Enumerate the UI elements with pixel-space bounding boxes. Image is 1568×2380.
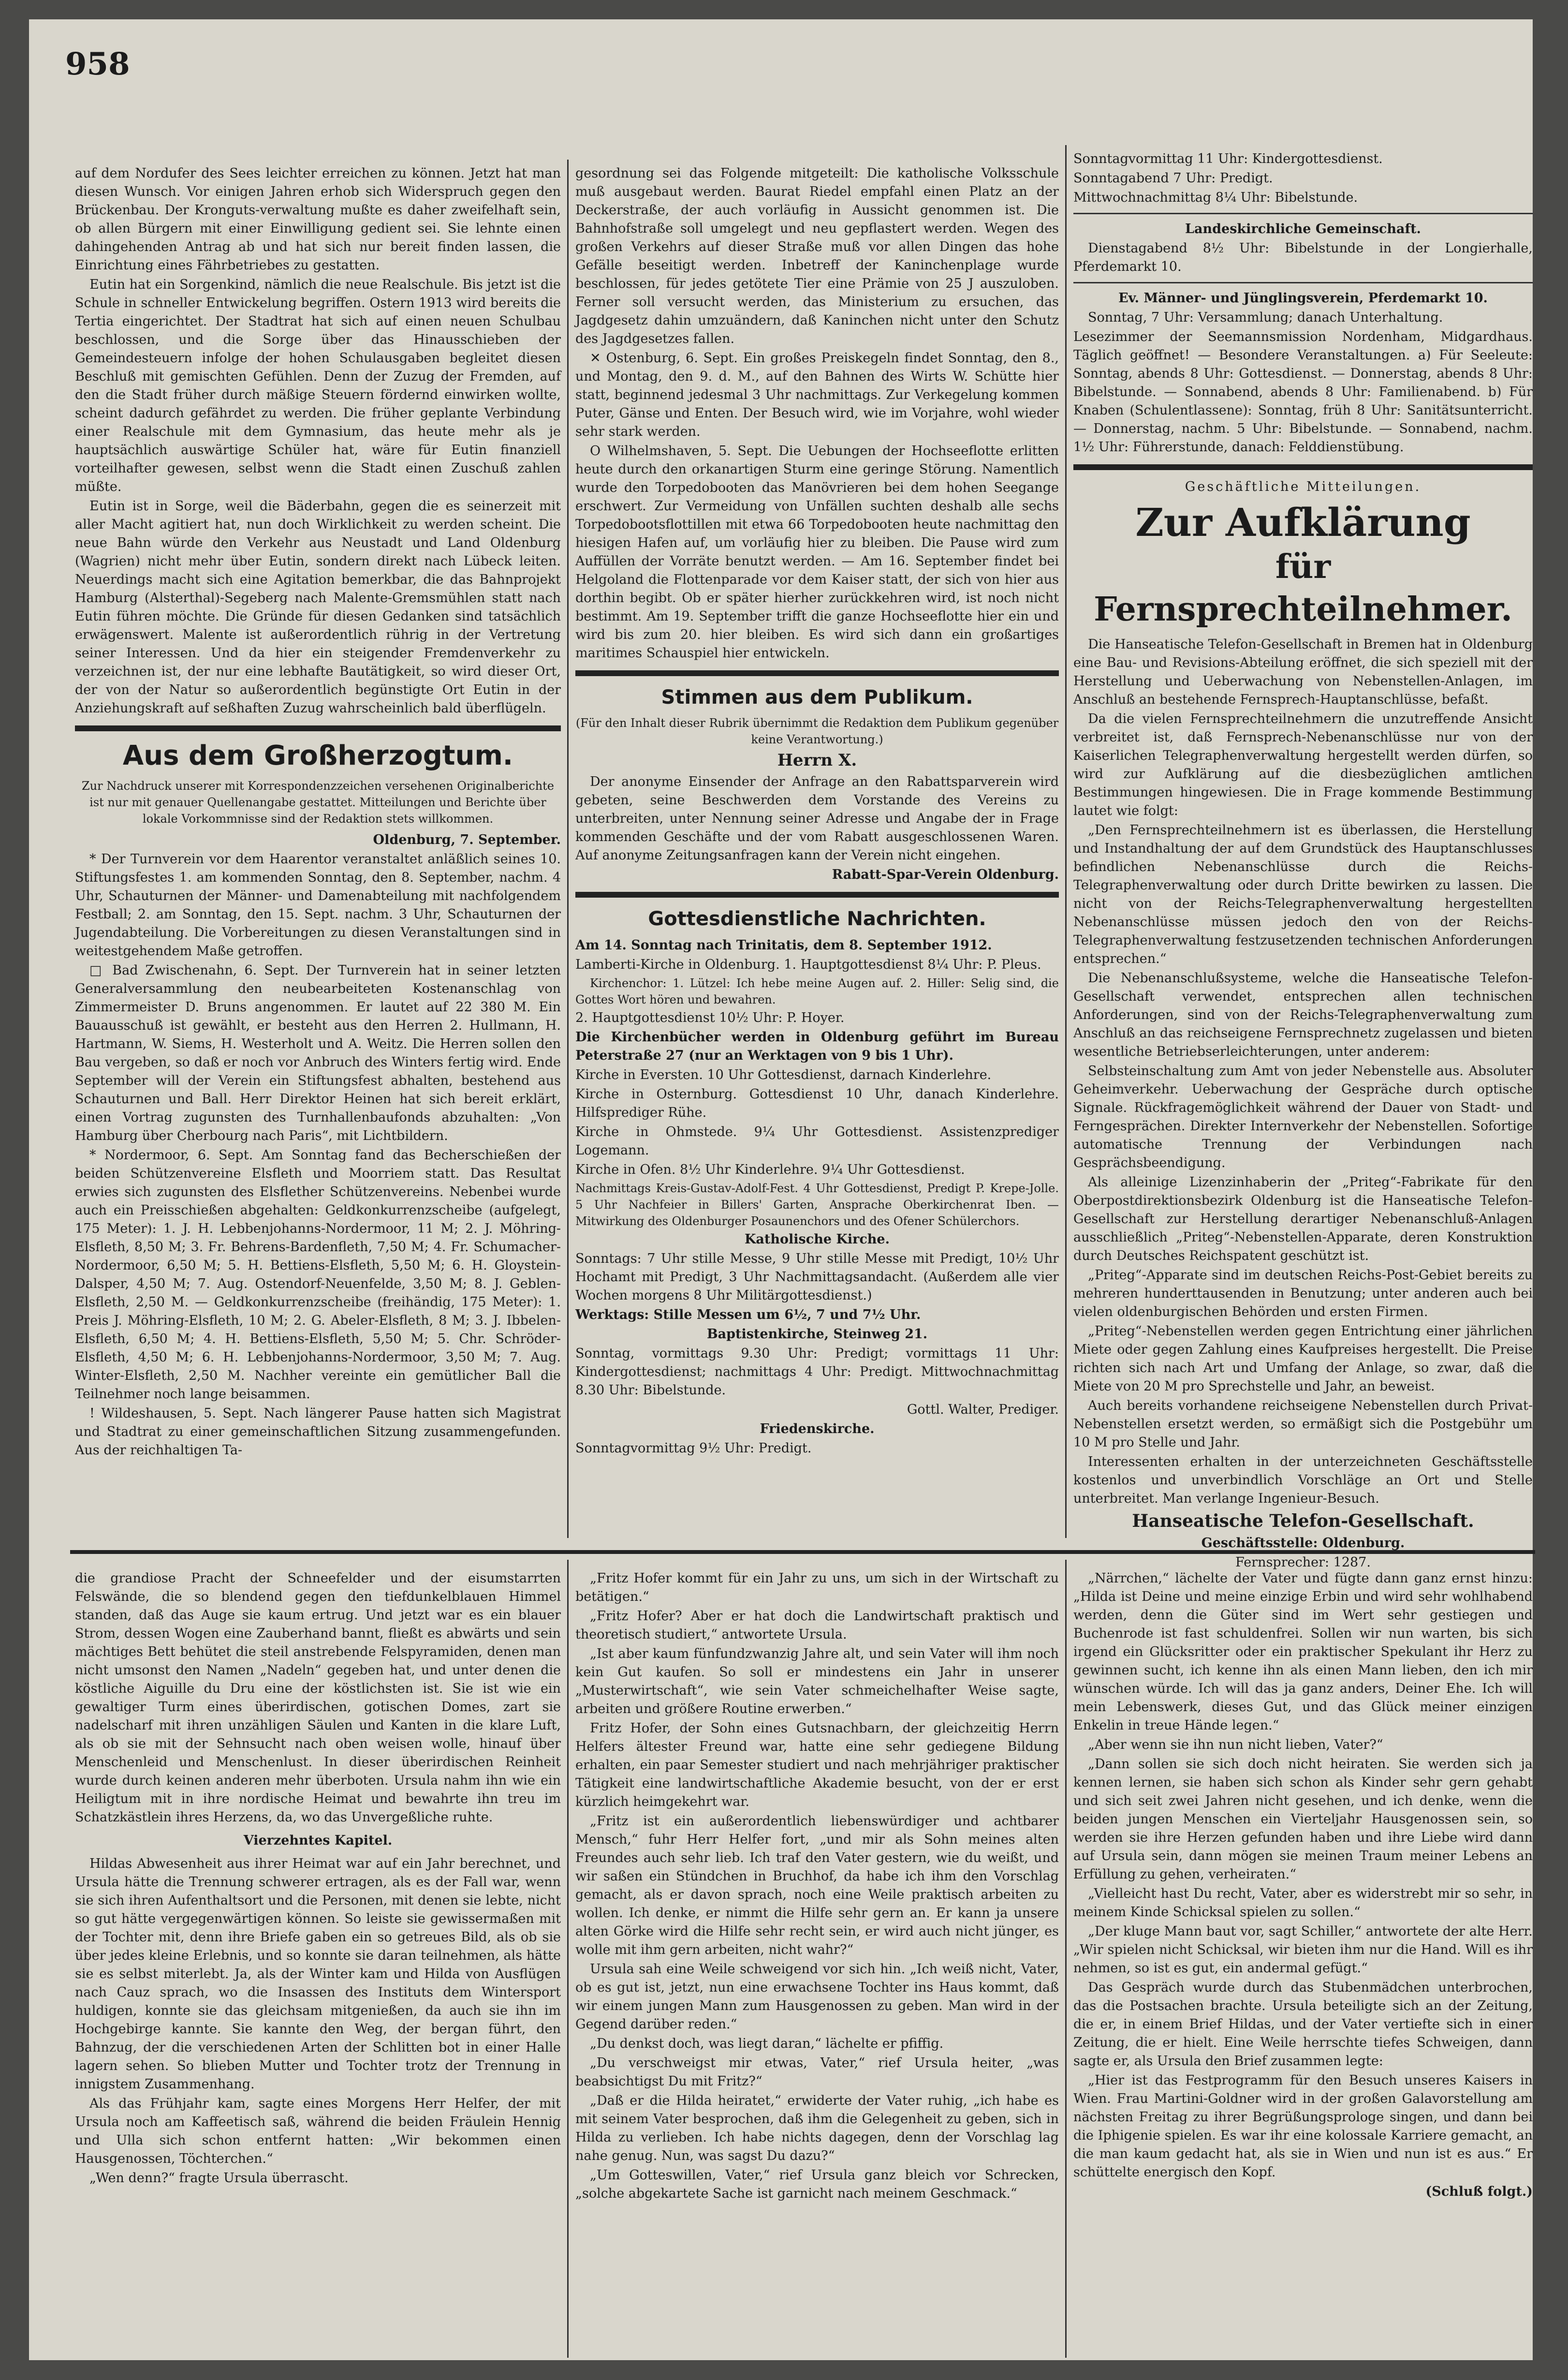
col2-paragraph-1: gesordnung sei das Folgende mitgeteilt: Die katholische Volksschule muß ausgebaut werden. Baurat Riedel empfahl einen Platz an der Deckerstraße, der auch vorläufig in Aussicht genommen ist. Die Bahnhofstraße soll umgelegt und neu gepflastert werden. Wegen des großen Verkehrs auf dieser Straße muß vor allen Dingen das hohe Gefälle beseitigt werden. Inbetreff der Kaninchenplage wurde beschlossen, für jedes getötete Tier eine Prämie von 25 J auszuloben. Ferner soll versucht werden, das Ministerium zu ersuchen, das Jagdgesetz dahin umzuändern, daß Kaninchen nicht unter den Schutz des Jagdgesetzes fallen. xyxy=(575,166,1059,346)
section-divider xyxy=(575,670,1059,676)
col3-line-2: Sonntagabend 7 Uhr: Predigt. xyxy=(1073,171,1273,186)
story-paragraph: „Fritz Hofer kommt für ein Jahr zu uns, um sich in der Wirtschaft zu betätigen.“ xyxy=(575,1571,1059,1604)
column-3 xyxy=(1073,150,1533,1570)
dateline: Oldenburg, 7. September. xyxy=(373,832,561,847)
story-paragraph: „Du denkst doch, was liegt daran,“ lächelte er pfiffig. xyxy=(590,2036,944,2051)
story-paragraph: „Fritz Hofer? Aber er hat doch die Landwirtschaft praktisch und theoretisch studiert,“ antwortete Ursula. xyxy=(575,1609,1059,1642)
ad-paragraph-1: Die Hanseatische Telefon-Gesellschaft in Bremen hat in Oldenburg eine Bau- und Revisions-Abteilung eröffnet, die sich speziell mit der Herstellung und Ueberwachung von Nebenstellen-Anlagen, im Anschluß an bestehende Fernsprech-Hauptanschlüsse, befaßt. xyxy=(1073,637,1533,707)
column-2 xyxy=(575,164,1059,1538)
story-paragraph: „Der kluge Mann baut vor, sagt Schiller,“ antwortete der alte Herr. „Wir spielen nicht Schicksal, wir bieten ihm nur die Hand. Will es ihr nehmen, so ist es gut, ein andermal gefügt.“ xyxy=(1073,1924,1533,1976)
col1-paragraph-2: Eutin hat ein Sorgenkind, nämlich die neue Realschule. Bis jetzt ist die Schule in schneller Entwickelung begriffen. Ostern 1913 wird bereits die Tertia eingerichtet. Der Stadtrat hat sich auf einen neuen Schulbau beschlossen, und die Sorge über das Hinausschieben der Gemeindesteuern infolge der hohen Schulausgaben begleitet diesen Beschluß mit gemischten Gefühlen. Denn der Zuzug der Fremden, auf den die Stadt früher durch mäßige Steuern fördernd einwirken wollte, scheint dadurch gefährdet zu werden. Die früher geplante Verbindung einer Realschule mit dem Gymnasium, das heute mehr als je hauptsächlich auswärtige Schüler hat, wäre für Eutin finanziell vorteilhafter gewesen, selbst wenn die Stadt einen Zuschuß zahlen müßte. xyxy=(75,277,561,494)
story-paragraph: „Aber wenn sie ihn nun nicht lieben, Vater?“ xyxy=(1088,1737,1383,1752)
story-paragraph: „Um Gotteswillen, Vater,“ rief Ursula ganz bleich vor Schrecken, „solche abgekartete Sache ist garnicht nach meinem Geschmack.“ xyxy=(575,2168,1059,2201)
column-rule-2 xyxy=(1065,145,1067,1538)
story-paragraph: „Wen denn?“ fragte Ursula überrascht. xyxy=(89,2171,349,2186)
section-divider xyxy=(1073,464,1533,470)
gottes-item-5: Kirche in Eversten. 10 Uhr Gottesdienst, darnach Kinderlehre. xyxy=(575,1067,992,1082)
stimmen-disclaimer: (Für den Inhalt dieser Rubrik übernimmt die Redaktion dem Publikum gegenüber keine Verantwortung.) xyxy=(575,716,1059,746)
stimmen-signature: Rabatt-Spar-Verein Oldenburg. xyxy=(832,867,1059,882)
ad-paragraph-10: Interessenten erhalten in der unterzeichneten Geschäftsstelle kostenlos und unverbindlich Vorschläge an Ort und Stelle unterbreitet. Man verlange Ingenieur-Besuch. xyxy=(1073,1454,1533,1506)
story-paragraph: „Närrchen,“ lächelte der Vater und fügte dann ganz ernst hinzu: „Hilda ist Deine und meine einzige Erbin und wird sehr wohlhabend werden, denn die Güter sind im Wert sehr gestiegen und Buchenrode ist fast schuldenfrei. Sollen wir nun warten, bis sich irgend ein Glücksritter oder ein praktischer Spekulant ihr Herz zu gewinnen sucht, ich kenne ihn als einen Mann lieben, den ich mir wünschen würde. Ich will das ja ganz anders, Deiner Ehe. Ich will mein Lebenswerk, dieses Gut, und das Glück meiner einzigen Enkelin in treue Hände legen.“ xyxy=(1073,1571,1533,1733)
to-be-concluded: (Schluß folgt.) xyxy=(1425,2184,1533,2199)
ad-paragraph-7: „Priteg“-Apparate sind im deutschen Reichs-Post-Gebiet bereits zu mehreren hunderttausenden in Benutzung; unter anderen auch bei vielen oldenburgischen Behörden und ersten Firmen. xyxy=(1073,1268,1533,1319)
ad-office: Geschäftsstelle: Oldenburg. xyxy=(1201,1536,1405,1551)
news-item-turnverein: * Der Turnverein vor dem Haarentor veranstaltet anläßlich seines 10. Stiftungsfestes 1. am kommenden Sonntag, den 8. September, nachm. 4 Uhr, Schauturnen der Männer- und Damenabteilung mit nachfolgendem Festball; 2. am Sonntag, den 15. Sept. nachm. 3 Uhr, Schauturnen der Jugendabteilung. Die Vorbereitungen zu diesen Veranstaltungen sind in weitestgehendem Maße getroffen. xyxy=(75,852,561,959)
gottes-item-13: Baptistenkirche, Steinweg 21. xyxy=(706,1327,928,1342)
stimmen-addressee: Herrn X. xyxy=(777,751,857,770)
gottes-item-11: Sonntags: 7 Uhr stille Messe, 9 Uhr stille Messe mit Predigt, 10½ Uhr Hochamt mit Predigt, 3 Uhr Nachmittagsandacht. (Außerdem alle vier Wochen morgens 8 Uhr Militärgottesdienst.) xyxy=(575,1251,1059,1303)
col3-line-3: Mittwochnachmittag 8¼ Uhr: Bibelstunde. xyxy=(1073,190,1358,205)
reprint-notice: Zur Nachdruck unserer mit Korrespondenzzeichen versehenen Originalberichte ist nur mit genauer Quellenangabe gestattet. Mitteilungen und Berichte über lokale Vorkommnisse sind der Redaktion stets willkommen. xyxy=(81,779,555,826)
section-heading-gottesdienst: Gottesdienstliche Nachrichten. xyxy=(648,908,986,930)
seemannsmission-body: Lesezimmer der Seemannsmission Nordenham, Midgardhaus. Täglich geöffnet! — Besondere Veranstaltungen. a) Für Seeleute: Sonntag, abends 8 Uhr: Gottesdienst. — Donnerstag, abends 8 Uhr: Bibelstunde. — Sonnabend, abends 8 Uhr: Familienabend. b) Für Knaben (Schulentlassene): Sonntag, früh 8 Uhr: Sanitätsunterricht. — Donnerstag, nachm. 5 Uhr: Bibelstunde. — Sonnabend, nachm. 1½ Uhr: Führerstunde, danach: Felddienstübung. xyxy=(1073,329,1533,455)
gottes-item-1: Lamberti-Kirche in Oldenburg. 1. Hauptgottesdienst 8¼ Uhr: P. Pleus. xyxy=(575,957,1041,972)
ad-company: Hanseatische Telefon-Gesellschaft. xyxy=(1132,1511,1474,1531)
gottes-item-12: Werktags: Stille Messen um 6½, 7 und 7½ Uhr. xyxy=(575,1307,921,1322)
ad-headline-line-2: für Fernsprechteilnehmer. xyxy=(1094,547,1512,629)
section-divider xyxy=(575,892,1059,898)
gottes-item-15: Gottl. Walter, Prediger. xyxy=(907,1402,1059,1417)
news-item-zwischenahn: □ Bad Zwischenahn, 6. Sept. Der Turnverein hat in seiner letzten Generalversammlung den neubearbeiteten Kostenanschlag von Zimmermeister D. Bruns angenommen. Er lautet auf 22 380 M. Ein Bauausschuß ist gewählt, er besteht aus den Herren 2. Hullmann, H. Hartmann, W. Siems, H. Westerholt und A. Weitz. Die Herren sollen den Bau vergeben, so daß er noch vor Anbruch des Winters fertig wird. Ende September will der Verein ein Stiftungsfest abhalten, bestehend aus Schauturnen und Ball. Herr Direktor Heinen hat sich bereit erklärt, einen Vortrag zugunsten des Turnhallenbaufonds abzuhalten: „Von Hamburg über Cherbourg nach Paris“, mit Lichtbildern. xyxy=(75,963,561,1143)
gottes-item-16: Friedenskirche. xyxy=(760,1421,875,1436)
gottes-item-4: Die Kirchenbücher werden in Oldenburg geführt im Bureau Peterstraße 27 (nur an Werktagen von 9 bis 1 Uhr). xyxy=(575,1030,1059,1063)
stimmen-body: Der anonyme Einsender der Anfrage an den Rabattsparverein wird gebeten, seine Beschwerden dem Vorstande des Vereins zu unterbreiten, unter Nennung seiner Adresse und Angabe der in Frage kommenden Geschäfte und der vom Rabatt ausgeschlossenen Waren. Auf anonyme Zeitungsanfragen kann der Verein nicht eingehen. xyxy=(575,774,1059,863)
chapter-heading: Vierzehntes Kapitel. xyxy=(243,1833,393,1848)
story-paragraph: Fritz Hofer, der Sohn eines Gutsnachbarn, der gleichzeitig Herrn Helfers ältester Freund war, hatte eine sehr gediegene Bildung erhalten, ein paar Semester studiert und nach mehrjähriger praktischer Tätigkeit eine landwirtschaftliche Akademie besucht, von der er erst kürzlich heimgekehrt war. xyxy=(575,1721,1059,1809)
story-paragraph: Hildas Abwesenheit aus ihrer Heimat war auf ein Jahr berechnet, und Ursula hätte die Trennung schwerer ertragen, als es der Fall war, wenn sie sich ihren Aufenthaltsort und die Personen, mit denen sie lebte, nicht so gut hätte vergegenwärtigen können. So leiste sie gewissermaßen mit der Tochter mit, denn ihre Briefe gaben ein so getreues Bild, als ob sie über jedes kleine Erlebnis, und so konnte sie daran teilnehmen, als hätte sie es selbst miterlebt. Ja, als der Winter kam und Hilda von Ausflügen nach Cauz sprach, wo die Insassen des Instituts dem Wintersport huldigen, konnte sie das gleichsam mitgenießen, da auch sie ihn im Hochgebirge kannte. Sie kannte den Weg, der bergan führt, den Bahnzug, der die verschiedenen Arten der Schlitten bot in einer Halle lagern sehen. So blieben Mutter und Tochter trotz der Trennung in innigstem Zusammenhang. xyxy=(75,1856,561,2092)
ad-paragraph-2: Da die vielen Fernsprechteilnehmern die unzutreffende Ansicht verbreitet ist, daß Fernsprech-Nebenanschlüsse nur von der Kaiserlichen Telegraphenverwaltung hergestellt werden dürfen, so wird zur Aufklärung auf die diesbezüglichen amtlichen Bestimmungen hingewiesen. Die in Frage kommende Bestimmung lautet wie folgt: xyxy=(1073,711,1533,818)
gottes-item-10: Katholische Kirche. xyxy=(744,1232,890,1247)
section-heading-grossherzogtum: Aus dem Großherzogtum. xyxy=(122,740,513,771)
ad-paragraph-9: Auch bereits vorhandene reichseigene Nebenstellen durch Privat-Nebenstellen ersetzt werden, so ermäßigt sich die Postgebühr um 10 M pro Stelle und Jahr. xyxy=(1073,1398,1533,1450)
news-item-wilhelmshaven: O Wilhelmshaven, 5. Sept. Die Uebungen der Hochseeflotte erlitten heute durch den orkanartigen Sturm eine geringe Störung. Namentlich wurde den Torpedobooten das Manövrieren bei dem hohen Seegange erschwert. Zur Vermeidung von Unfällen suchten deshalb alle sechs Torpedobootsflottillen mit etwa 66 Torpedobooten heute nachmittag den hiesigen Hafen auf, um vorläufig hier zu bleiben. Die Pause wird zum Auffüllen der Vorräte benutzt werden. — Am 16. September findet bei Helgoland die Flottenparade vor dem Kaiser statt, der sich von hier aus dorthin begibt. Ob er später hierher zurückkehren wird, ist noch nicht bestimmt. Am 19. September trifft die ganze Hochseeflotte hier ein und wird bis zum 20. hier bleiben. Es wird sich dann ein großartiges maritimes Schauspiel hier entwickeln. xyxy=(575,443,1059,661)
story-paragraph: Als das Frühjahr kam, sagte eines Morgens Herr Helfer, der mit Ursula noch am Kaffeetisch saß, während die beiden Fräulein Hennig und Ulla sich schon entfernt hatten: „Wir bekommen einen Hausgenossen, Töchterchen.“ xyxy=(75,2096,561,2166)
story-paragraph: „Ist aber kaum fünfundzwanzig Jahre alt, und sein Vater will ihm noch kein Gut kaufen. So soll er mindestens ein Jahr in unserer „Musterwirtschaft“, wie sein Vater schmeichelhafter Weise sagte, arbeiten und größere Routine erwerben.“ xyxy=(575,1646,1059,1716)
column-rule-4 xyxy=(1065,1560,1067,2358)
column-rule-1 xyxy=(567,160,569,1538)
news-item-ostenburg: ✕ Ostenburg, 6. Sept. Ein großes Preiskegeln findet Sonntag, den 8., und Montag, den 9. d. M., auf den Bahnen des Wirts W. Schütte hier statt, beginnend jedesmal 3 Uhr nachmittags. Zur Verkegelung kommen Puter, Gänse und Enten. Der Besuch wird, wie im Vorjahre, wohl wieder sehr stark werden. xyxy=(575,351,1059,439)
story-paragraph: „Hier ist das Festprogramm für den Besuch unseres Kaisers in Wien. Frau Martini-Goldner wird in der großen Galavorstellung am nächsten Freitag zu ihrer Begrüßungsprologe singen, und dann bei die Iphigenie spielen. Es war ihr eine kolossale Karriere gemacht, an die man kaum gedacht hat, als sie in Wien und nun ist es aus.“ Er schüttelte energisch den Kopf. xyxy=(1073,2073,1533,2180)
story-paragraph: Das Gespräch wurde durch das Stubenmädchen unterbrochen, das die Postsachen brachte. Ursula beteiligte sich an der Zeitung, die er, in einem Brief Hildas, und der Vater vertiefte sich in einer Zeitung, die er hielt. Eine Weile herrschte tiefes Schweigen, dann sagte er, als Ursula den Brief zusammen legte: xyxy=(1073,1980,1533,2069)
story-paragraph: die grandiose Pracht der Schneefelder und der eisumstarrten Felswände, die so blendend gegen den tiefdunkelblauen Himmel standen, daß das Auge sie kaum ertrug. Und jetzt war es ein blauer Strom, dessen Wogen eine Zauberhand bannt, fließt es abwärts und sein mächtiges Bett behütet die steil anstrebende Felspyramiden, denen man nicht umsonst den Namen „Nadeln“ gegeben hat, und unter denen die köstliche Aiguille du Dru eine der köstlichsten ist. Sie ist wie ein gewaltiger Turm eines überirdischen, gotischen Domes, zart sie nadelscharf mit ihren unzähligen Säulen und Kanten in die klare Luft, als ob sie mit der Sehnsucht nach oben weisen wolle, hinauf über Menschenleid und Menschenlust. In dieser überirdischen Reinheit wurde durch keinen anderen mehr überboten. Ursula nahm ihn wie ein Heiligtum mit in ihre nordische Heimat und bewahrte ihn treu im Schatzkästlein ihres Herzens, da, wo das Unvergeßliche ruhte. xyxy=(75,1571,561,1825)
col3-line-1: Sonntagvormittag 11 Uhr: Kindergottesdienst. xyxy=(1073,151,1383,166)
ad-paragraph-5: Selbsteinschaltung zum Amt von jeder Nebenstelle aus. Absoluter Geheimverkehr. Ueberwachung der Gespräche durch optische Signale. Rückfragemöglichkeit während der Dauer von Stadt- und Ferngesprächen. Direkter Internverkehr der Nebenstellen. Sofortige automatische Trennung der Verbindungen nach Gesprächsbeendigung. xyxy=(1073,1064,1533,1170)
story-paragraph: „Vielleicht hast Du recht, Vater, aber es widerstrebt mir so sehr, in meinem Kinde Schicksal spielen zu sollen.“ xyxy=(1073,1886,1533,1920)
page-number: 958 xyxy=(65,46,130,82)
story-paragraph: „Dann sollen sie sich doch nicht heiraten. Sie werden sich ja kennen lernen, sie haben sich schon als Kinder sehr gern gehabt und sich seit zwei Jahren nicht gesehen, und ich denke, wenn die beiden jungen Menschen ein Vierteljahr Hausgenossen sein, so werden sie ihre Herzen gefunden haben und ihre Liebe wird dann auf Ursula sein, dann mögen sie meinen Traum meiner Lebens an Erfüllung zu gehen, verheiraten.“ xyxy=(1073,1757,1533,1882)
newspaper-page xyxy=(29,19,1533,2360)
news-item-wildeshausen: ! Wildeshausen, 5. Sept. Nach längerer Pause hatten sich Magistrat und Stadtrat zu einer gemeinschaftlichen Sitzung zusammengefunden. Aus der reichhaltigen Ta- xyxy=(75,1406,561,1458)
section-divider xyxy=(75,725,561,731)
ad-paragraph-8: „Priteg“-Nebenstellen werden gegen Entrichtung einer jährlichen Miete oder gegen Zahlung eines Kaufpreises hergestellt. Die Preise richten sich nach Art und Umfang der Anlage, so zwar, daß die Miete von 20 M pro Sprechstelle und Jahr, an beweist. xyxy=(1073,1324,1533,1394)
story-paragraph: „Daß er die Hilda heiratet,“ erwiderte der Vater ruhig, „ich habe es mit seinem Vater besprochen, daß ihm die Gelegenheit zu geben, sich in Hilda zu verlieben. Ich habe nichts dagegen, denn der Vorschlag lag nahe genug. Nun, was sagst Du dazu?“ xyxy=(575,2093,1059,2163)
landeskirchliche-body: Dienstagabend 8½ Uhr: Bibelstunde in der Longierhalle, Pferdemarkt 10. xyxy=(1073,241,1533,274)
feuilleton-column-1 xyxy=(75,1569,561,2358)
feuilleton-column-2 xyxy=(575,1569,1059,2358)
feuilleton-column-3 xyxy=(1073,1569,1533,2358)
ad-paragraph-3: „Den Fernsprechteilnehmern ist es überlassen, die Herstellung und Instandhaltung der auf dem Grundstück des Hauptanschlusses befindlichen Nebenanschlüsse durch die Reichs-Telegraphenverwaltung oder durch Dritte bewirken zu lassen. Die nicht von der Reichs-Telegraphenverwaltung hergestellten Nebenanschlüsse müssen jedoch den von der Reichs-Telegraphenverwaltung festzusetzenden technischen Anforderungen entsprechen.“ xyxy=(1073,823,1533,966)
section-heading-stimmen: Stimmen aus dem Publikum. xyxy=(661,686,973,709)
story-paragraph: „Du verschweigst mir etwas, Vater,“ rief Ursula heiter, „was beabsichtigst Du mit Fritz?“ xyxy=(575,2055,1059,2089)
gottes-item-7: Kirche in Ohmstede. 9¼ Uhr Gottesdienst. Assistenzprediger Logemann. xyxy=(575,1124,1059,1158)
jungmaennerverein-heading: Ev. Männer- und Jünglingsverein, Pferdemarkt 10. xyxy=(1118,291,1488,306)
ad-phone: Fernsprecher: 1287. xyxy=(1235,1555,1371,1570)
story-paragraph: Ursula sah eine Weile schweigend vor sich hin. „Ich weiß nicht, Vater, ob es gut ist, jetzt, nun eine erwachsene Tochter ins Haus kommt, daß wir einem jungen Mann zum Hausgenossen zu geben. Man wird in der Gegend darüber reden.“ xyxy=(575,1962,1059,2032)
ad-paragraph-4: Die Nebenanschlußsysteme, welche die Hanseatische Telefon-Gesellschaft verwendet, entsprechen allen technischen Anforderungen, sind von der Reichs-Telegraphenverwaltung zum Anschluß an das reichseigene Fernsprechnetz zugelassen und bieten wesentliche Betriebserleichterungen, unter anderem: xyxy=(1073,971,1533,1059)
gottes-item-9: Nachmittags Kreis-Gustav-Adolf-Fest. 4 Uhr Gottesdienst, Predigt P. Krepe-Jolle. 5 Uhr Nachfeier in Billers' Garten, Ansprache Oberkirchenrat Iben. — Mitwirkung des Oldenburger Posaunenchors und des Ofener Schülerchors. xyxy=(575,1182,1059,1228)
gottes-item-6: Kirche in Osternburg. Gottesdienst 10 Uhr, danach Kinderlehre. Hilfsprediger Rühe. xyxy=(575,1087,1059,1120)
col1-paragraph-1: auf dem Nordufer des Sees leichter erreichen zu können. Jetzt hat man diesen Wunsch. Vor einigen Jahren erhob sich Widerspruch gegen den Brückenbau. Der Kronguts-verwaltung mußte es daher zweifelhaft sein, ob allen Bürgern mit einer Einwilligung gedient sei. Sie lehnte einen dahingehenden Antrag ab und hat sich nur bereit finden lassen, die Einrichtung eines Fährbetriebes zu gestatten. xyxy=(75,166,561,273)
col1-paragraph-3: Eutin ist in Sorge, weil die Bäderbahn, gegen die es seinerzeit mit aller Macht agitiert hat, nun doch Wirklichkeit zu werden scheint. Die neue Bahn würde den Verkehr aus Neustadt und Land Oldenburg (Wagrien) nicht mehr über Eutin, sondern direkt nach Lübeck leiten. Neuerdings macht sich eine Agitation bemerkbar, die das Bahnprojekt Hamburg (Alsterthal)-Segeberg nach Malente-Gremsmühlen statt nach Eutin führen möchte. Die Gründe für diesen Gedanken sind tatsächlich erwägenswert. Malente ist außerordentlich rührig in der Vertretung seiner Interessen. Und da hier ein steigender Fremdenverkehr zu verzeichnen ist, der nur eine lebhafte Bautätigkeit, so wird dieser Ort, der von der Natur so außerordentlich begünstigte Ort Eutin in der Anziehungskraft auf seßhaften Zuzug wahrscheinlich bald überflügeln. xyxy=(75,499,561,716)
geschaeftliche-heading: Geschäftliche Mitteilungen. xyxy=(1185,479,1421,494)
jungmaennerverein-body: Sonntag, 7 Uhr: Versammlung; danach Unterhaltung. xyxy=(1088,310,1443,325)
story-paragraph: „Fritz ist ein außerordentlich liebenswürdiger und achtbarer Mensch,“ fuhr Herr Helfer fort, „und mir als Sohn meines alten Freundes auch sehr lieb. Ich traf den Vater gestern, wie du weißt, und wir saßen ein Stündchen in Bruchhof, da habe ich ihm den Vorschlag gemacht, als er davon sprach, noch eine Weile praktisch arbeiten zu wollen. Ich denke, er nimmt die Hilfe sehr gern an. Er kann ja unsere alten Görke wird die Hilfe sehr recht sein, er wird auch nicht jünger, es wolle mit ihm gern arbeiten, nicht wahr?“ xyxy=(575,1814,1059,1957)
gottes-item-8: Kirche in Ofen. 8½ Uhr Kinderlehre. 9¼ Uhr Gottesdienst. xyxy=(575,1162,965,1177)
gottes-item-3: 2. Hauptgottesdienst 10½ Uhr: P. Hoyer. xyxy=(575,1010,845,1025)
landeskirchliche-heading: Landeskirchliche Gemeinschaft. xyxy=(1185,222,1421,237)
gottes-item-2: Kirchenchor: 1. Lützel: Ich hebe meine Augen auf. 2. Hiller: Selig sind, die Gottes Wort hören und bewahren. xyxy=(575,976,1059,1006)
divider xyxy=(1073,213,1533,214)
gottes-item-17: Sonntagvormittag 9½ Uhr: Predigt. xyxy=(575,1441,812,1456)
news-item-nordermoor: * Nordermoor, 6. Sept. Am Sonntag fand das Becherschießen der beiden Schützenvereine Elsfleth und Moorriem statt. Das Resultat erwies sich zugunsten des Elsflether Schützenvereins. Nebenbei wurde auch ein Preisschießen abgehalten: Geldkonkurrenzscheibe (aufgelegt, 175 Meter): 1. J. H. Lebbenjohanns-Nordermoor, 11 M; 2. J. Möhring-Elsfleth, 8,50 M; 3. Fr. Behrens-Bardenfleth, 7,50 M; 4. Fr. Schumacher-Nordermoor, 6,50 M; 5. H. Bettiens-Elsfleth, 5,50 M; 6. H. Gloystein-Dalsper, 4,50 M; 7. Aug. Ostendorf-Neuenfelde, 3,50 M; 8. J. Geblen-Elsfleth, 2,50 M. — Geldkonkurrenzscheibe (freihändig, 175 Meter): 1. Preis J. Möhring-Elsfleth, 10 M; 2. G. Abeler-Elsfleth, 8 M; 3. J. Ibbelen-Elsfleth, 6,50 M; 4. H. Bettiens-Elsfleth, 5,50 M; 5. Chr. Schröder-Elsfleth, 4,50 M; 6. H. Lebbenjohanns-Nordermoor, 3,50 M; 7. Aug. Winter-Elsfleth, 2,50 M. Nachher vereinte ein gemütlicher Ball die Teilnehmer noch lange beisammen. xyxy=(75,1148,561,1402)
divider xyxy=(1073,282,1533,283)
ad-paragraph-6: Als alleinige Lizenzinhaberin der „Priteg“-Fabrikate für den Oberpostdirektionsbezirk Oldenburg ist die Hanseatische Telefon-Gesellschaft zur Herstellung derartiger Nebenanschluß-Anlagen ausschließlich „Priteg“-Nebenstellen-Apparate, deren Konstruktion durch Deutsches Reichspatent geschützt ist. xyxy=(1073,1175,1533,1263)
gottes-item-14: Sonntag, vormittags 9.30 Uhr: Predigt; vormittags 11 Uhr: Kindergottesdienst; nachmittags 4 Uhr: Predigt. Mittwochnachmittag 8.30 Uhr: Bibelstunde. xyxy=(575,1346,1059,1398)
column-1 xyxy=(75,164,561,1538)
gottesdienst-date: Am 14. Sonntag nach Trinitatis, dem 8. September 1912. xyxy=(575,938,992,953)
column-rule-3 xyxy=(567,1560,569,2358)
ad-headline-line-1: Zur Aufklärung xyxy=(1135,500,1471,545)
